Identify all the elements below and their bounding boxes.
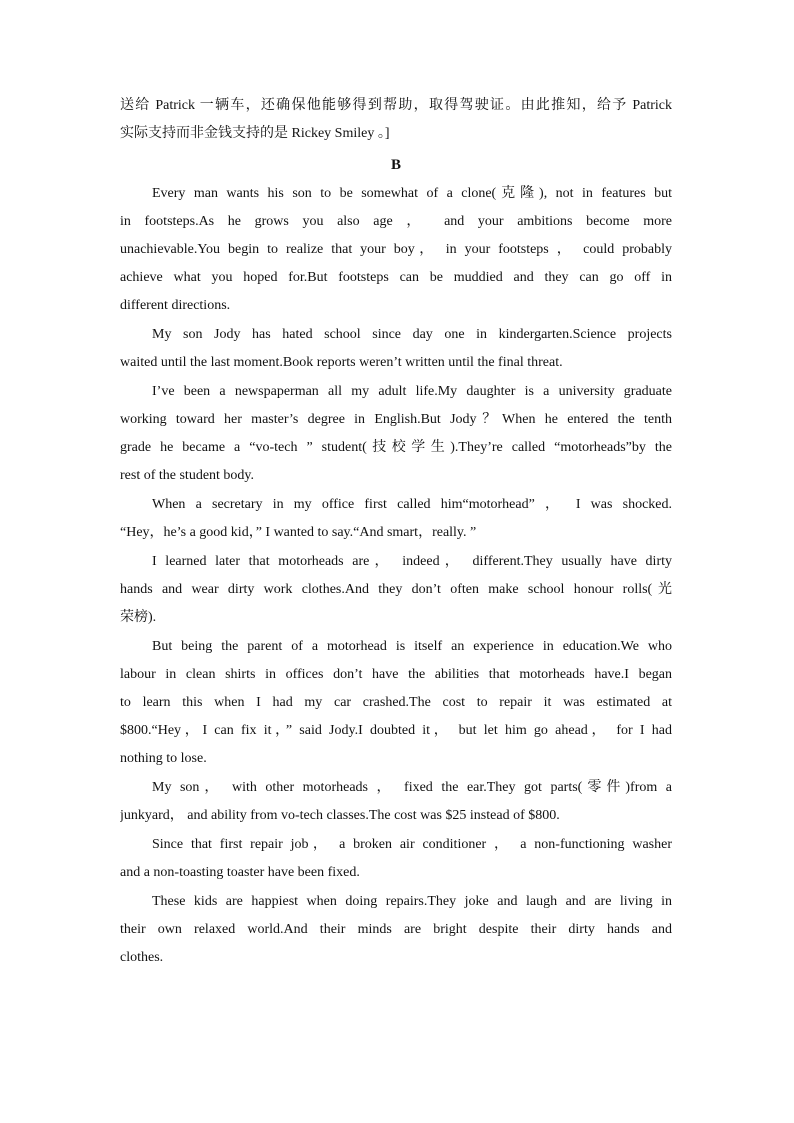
paragraph-line: grade he became a “vo-tech ” student(技校学生).They’re called “motorheads”by the — [120, 440, 672, 455]
paragraph-line: labour in clean shirts in offices don’t have the abilities that motorheads have.I began — [120, 667, 672, 682]
paragraph-line: Every man wants his son to be somewhat of a clone(克隆), not in features but — [152, 186, 672, 201]
paragraph-line: and a non-toasting toaster have been fixed. — [120, 865, 360, 880]
paragraph-line: unachievable.You begin to realize that your boy， in your footsteps ， could probably — [120, 242, 672, 257]
paragraph-line: rest of the student body. — [120, 468, 255, 483]
paragraph-line: These kids are happiest when doing repairs.They joke and laugh and are living in — [152, 894, 672, 909]
paragraph-line: 荣榜). — [120, 610, 157, 625]
paragraph-line: My son， with other motorheads ， fixed the ear.They got parts(零件)from a — [152, 780, 672, 795]
paragraph — [120, 491, 672, 547]
paragraph-line: Since that first repair job， a broken air conditioner ， a non-functioning washer — [152, 837, 672, 852]
section-heading: B — [390, 157, 401, 173]
document-page — [120, 92, 672, 973]
intro-line: 实际支持而非金钱支持的是 Rickey Smiley 。] — [120, 126, 390, 141]
paragraph — [120, 831, 672, 887]
paragraph — [120, 548, 672, 632]
paragraph — [120, 774, 672, 830]
paragraph-line: in footsteps.As he grows you also age ， and your ambitions become more — [120, 214, 672, 229]
paragraph-line: achieve what you hoped for.But footsteps can be muddied and they can go off in — [120, 270, 672, 285]
paragraph-line: clothes. — [120, 950, 164, 965]
paragraph-line: waited until the last moment.Book reports weren’t written until the final threat. — [120, 355, 563, 370]
paragraph-line: I learned later that motorheads are， indeed， different.They usually have dirty — [152, 554, 672, 569]
article-body — [120, 180, 672, 972]
paragraph — [120, 633, 672, 773]
paragraph-line: When a secretary in my office first called him“motorhead” ， I was shocked. — [152, 497, 672, 512]
paragraph — [120, 378, 672, 490]
paragraph — [120, 180, 672, 320]
paragraph-line: to learn this when I had my car crashed.The cost to repair it was estimated at — [120, 695, 672, 710]
paragraph-line: working toward her master’s degree in English.But Jody？When he entered the tenth — [120, 412, 672, 427]
paragraph-line: different directions. — [120, 298, 231, 313]
paragraph-line: junkyard， and ability from vo-tech classes.The cost was $25 instead of $800. — [120, 808, 560, 823]
paragraph-line: My son Jody has hated school since day one in kindergarten.Science projects — [152, 327, 672, 342]
paragraph-line: $800.“Hey，I can fix it，” said Jody.I doubted it， but let him go ahead， for I had — [120, 723, 672, 738]
paragraph-line: But being the parent of a motorhead is itself an experience in education.We who — [152, 639, 672, 654]
paragraph-line: hands and wear dirty work clothes.And they don’t often make school honour rolls(光 — [120, 582, 672, 597]
paragraph-line: nothing to lose. — [120, 751, 207, 766]
paragraph-line: their own relaxed world.And their minds are bright despite their dirty hands and — [120, 922, 672, 937]
paragraph — [120, 321, 672, 377]
paragraph — [120, 888, 672, 972]
paragraph-line: “Hey，he’s a good kid，” I wanted to say.“And smart，really. ” — [120, 525, 477, 540]
paragraph-line: I’ve been a newspaperman all my adult life.My daughter is a university graduate — [152, 384, 672, 399]
intro-line: 送给 Patrick 一辆车，还确保他能够得到帮助，取得驾驶证。由此推知，给予 Patrick — [120, 98, 672, 113]
